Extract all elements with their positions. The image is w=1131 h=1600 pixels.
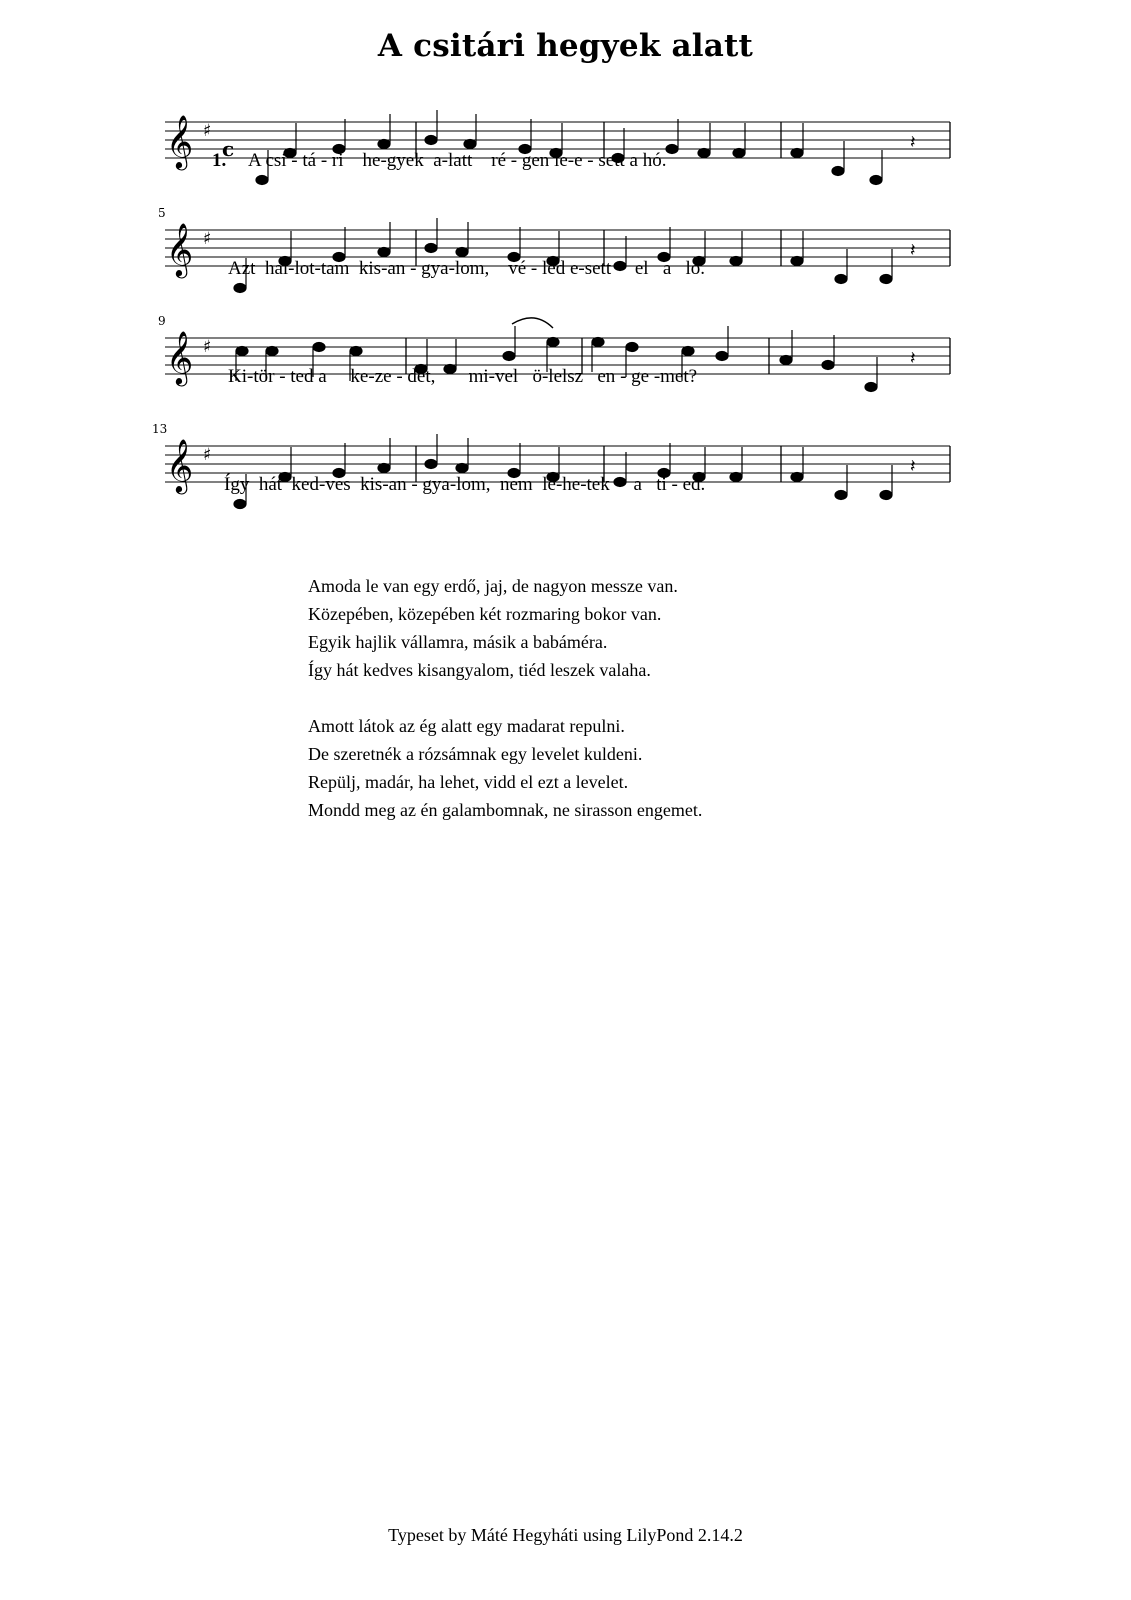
verse-line: Mondd meg az én galambomnak, ne sirasson engemet. bbox=[308, 800, 703, 820]
sharp-icon: ♯ bbox=[203, 337, 212, 357]
verse-line: Amott látok az ég alatt egy madarat repulni. bbox=[308, 716, 625, 736]
lyric-line-4: Így hát ked-ves kis-an - gya-lom, nem le-he-tek a ti - ed. bbox=[224, 474, 706, 495]
additional-verses bbox=[308, 572, 1008, 852]
song-title: A csitári hegyek alatt bbox=[377, 28, 754, 64]
sharp-icon: ♯ bbox=[203, 229, 212, 249]
slur-icon bbox=[512, 318, 553, 328]
verse-line: Repülj, madár, ha lehet, vidd el ezt a levelet. bbox=[308, 772, 629, 792]
stanza bbox=[308, 572, 1008, 684]
stanza bbox=[308, 712, 1008, 824]
staff-4 bbox=[0, 394, 1131, 524]
measure-number: 13 bbox=[152, 422, 168, 436]
verse-line: Így hát kedves kisangyalom, tiéd leszek valaha. bbox=[308, 660, 651, 680]
verse-number: 1. bbox=[212, 150, 227, 171]
typeset-footer: Typeset by Máté Hegyháti using LilyPond 2.14.2 bbox=[388, 1525, 743, 1545]
rest-icon: 𝄽 bbox=[910, 240, 916, 261]
music-system-4 bbox=[0, 394, 1131, 524]
treble-clef-icon: 𝄞 bbox=[166, 438, 194, 492]
treble-clef-icon: 𝄞 bbox=[166, 330, 194, 384]
treble-clef-icon: 𝄞 bbox=[166, 114, 194, 168]
treble-clef-icon: 𝄞 bbox=[166, 222, 194, 276]
measure-number: 9 bbox=[158, 314, 166, 328]
rest-icon: 𝄽 bbox=[910, 456, 916, 477]
measure-number: 5 bbox=[158, 206, 166, 220]
notes-system-2 bbox=[234, 218, 892, 293]
lyric-line-1: A csi - tá - ri he-gyek a-latt ré - gen le-e - sett a hó. bbox=[248, 150, 667, 171]
verse-line: De szeretnék a rózsámnak egy levelet kuldeni. bbox=[308, 744, 643, 764]
notes-system-1 bbox=[256, 110, 882, 185]
lyric-line-2: Azt hal-lot-tam kis-an - gya-lom, vé - led e-sett el a ló. bbox=[228, 258, 706, 279]
rest-icon: 𝄽 bbox=[910, 132, 916, 153]
notes-system-4 bbox=[234, 434, 892, 509]
verse-line: Amoda le van egy erdő, jaj, de nagyon messze van. bbox=[308, 576, 678, 596]
common-time-icon: c bbox=[222, 137, 235, 161]
rest-icon: 𝄽 bbox=[910, 348, 916, 369]
sharp-icon: ♯ bbox=[203, 445, 212, 465]
lyric-line-3: Ki-tör - ted a ke-ze - det, mi-vel ö-lelsz en - ge -met? bbox=[228, 366, 698, 387]
verse-line: Egyik hajlik vállamra, másik a babáméra. bbox=[308, 632, 608, 652]
verse-line: Közepében, közepében két rozmaring bokor van. bbox=[308, 604, 662, 624]
sharp-icon: ♯ bbox=[203, 121, 212, 141]
